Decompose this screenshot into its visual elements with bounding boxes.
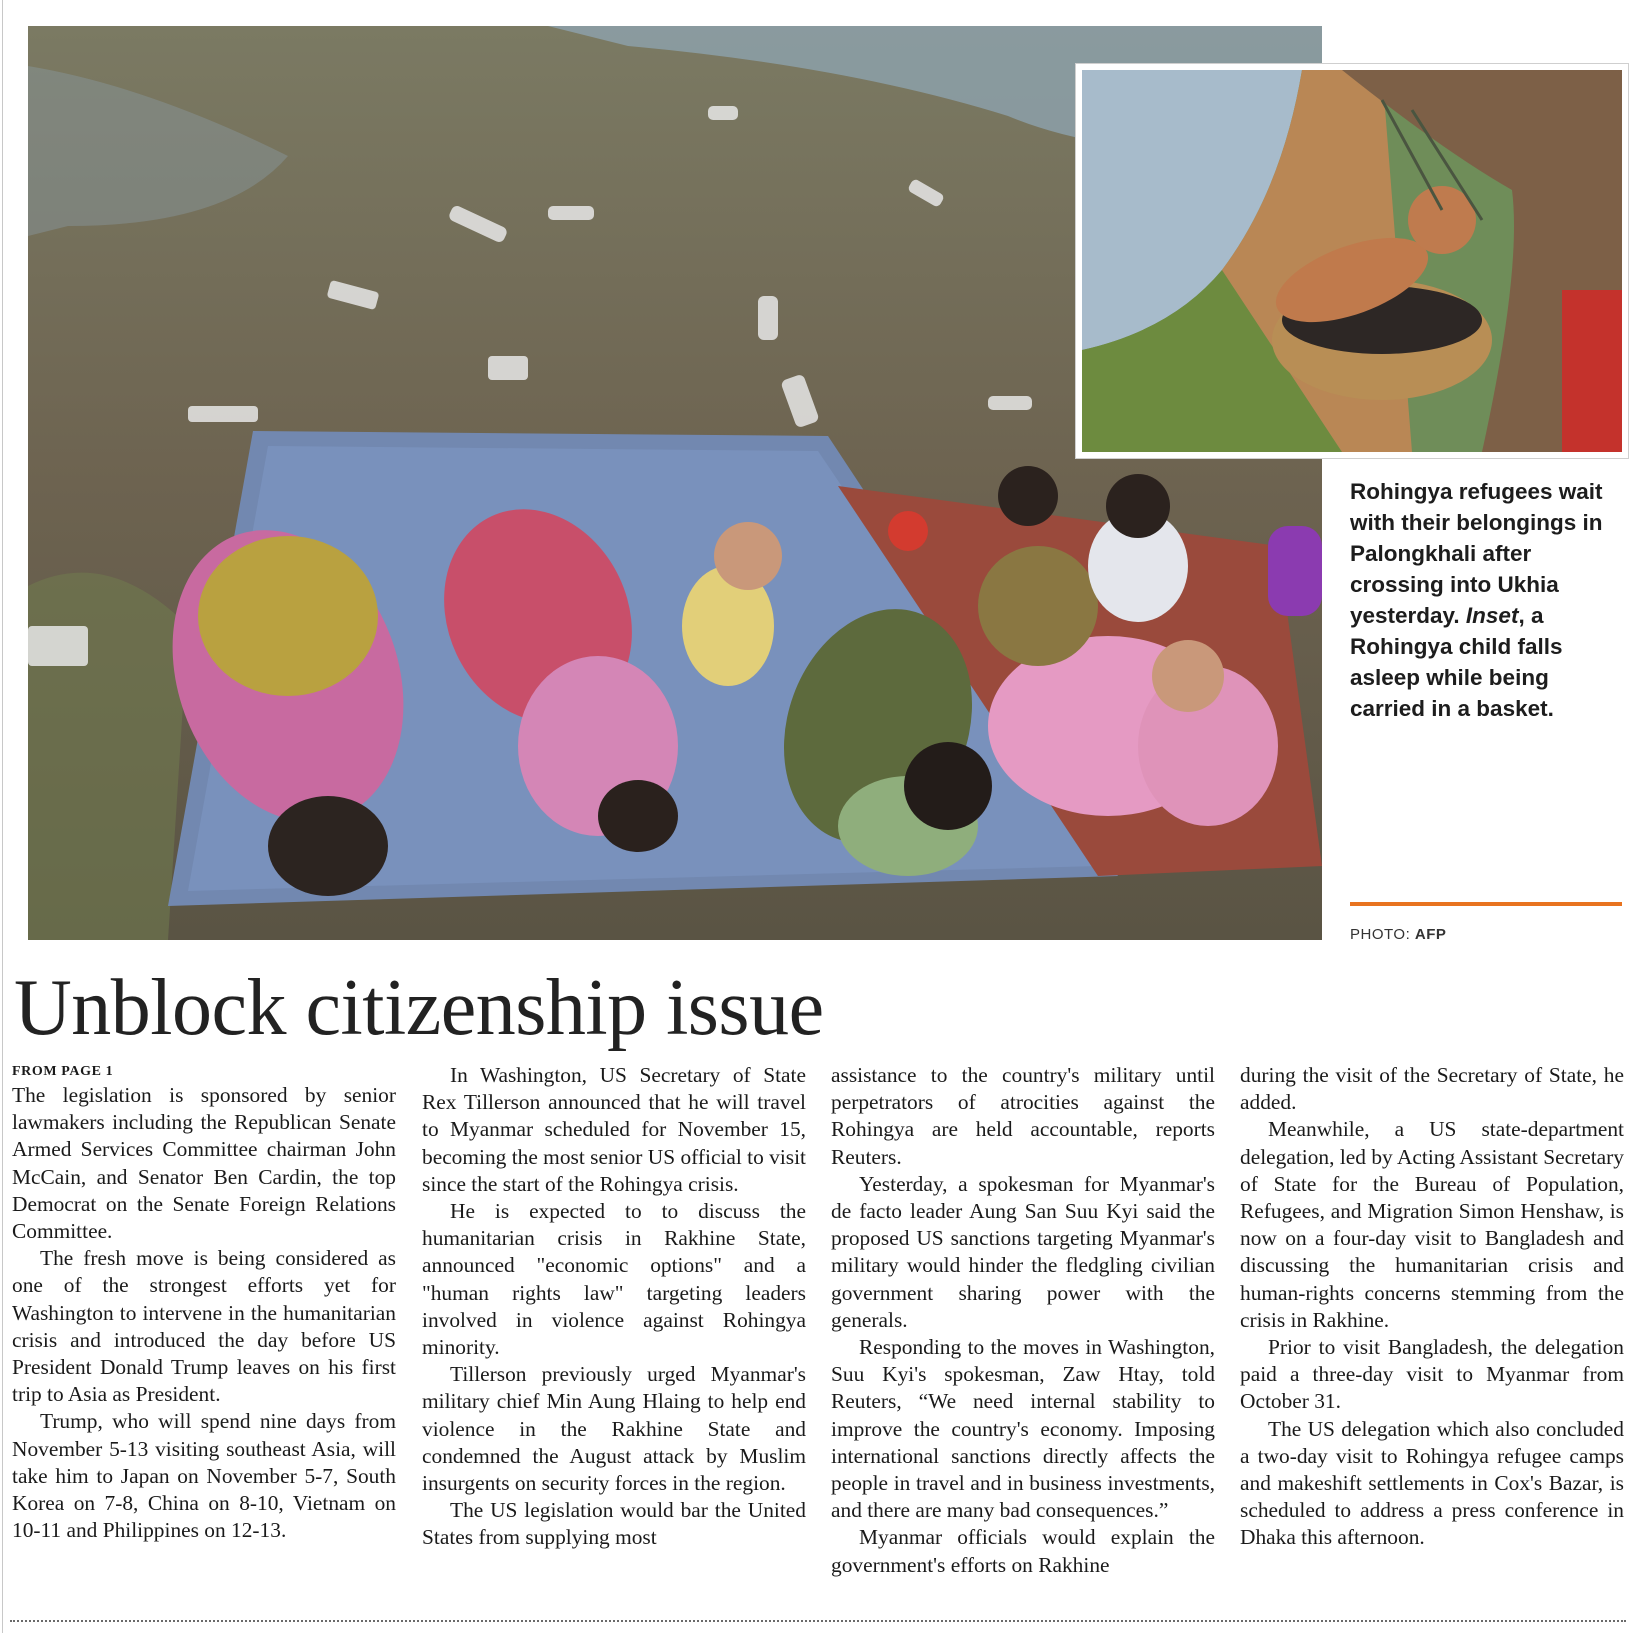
article-column-2 bbox=[422, 1062, 806, 1552]
article-paragraph: Yesterday, a spokesman for Myanmar's de facto leader Aung San Suu Kyi said the proposed US sanctions targeting Myanmar's military would hinder the fledgling civilian government sharing power with the generals. bbox=[831, 1171, 1215, 1332]
page-bottom-dotted-rule bbox=[10, 1620, 1626, 1622]
article-paragraph: In Washington, US Secretary of State Rex Tillerson announced that he will travel to Myanmar scheduled for November 15, becoming the most senior US official to visit since the start of the Rohingya crisis. bbox=[422, 1063, 806, 1196]
article-paragraph: The US legislation would bar the United States from supplying most bbox=[422, 1498, 806, 1550]
page-left-rule bbox=[2, 0, 3, 1633]
article-paragraph: The legislation is sponsored by senior lawmakers including the Republican Senate Armed Services Committee chairman John McCain, and Senator Ben Cardin, the top Democrat on the Senate Foreign Relations Committee. bbox=[12, 1083, 396, 1244]
article-paragraph: Tillerson previously urged Myanmar's military chief Min Aung Hlaing to help end violence in the Rakhine State and condemned the August attack by Muslim insurgents on security forces in the region. bbox=[422, 1362, 806, 1496]
photo-credit-label: PHOTO: bbox=[1350, 926, 1411, 943]
article-headline: Unblock citizenship issue bbox=[14, 964, 824, 1052]
photo-caption bbox=[1350, 476, 1630, 724]
article-paragraph: Myanmar officials would explain the government's efforts on Rakhine bbox=[831, 1525, 1215, 1577]
article-paragraph: Responding to the moves in Washington, Suu Kyi's spokesman, Zaw Htay, told Reuters, “We need internal stability to improve the country's economy. Imposing international sanctions directly affects the people in travel and in business investments, and there are many bad consequences.” bbox=[831, 1335, 1215, 1523]
article-column-1 bbox=[12, 1062, 396, 1544]
inset-photo-child-in-basket bbox=[1076, 64, 1628, 458]
article-paragraph: The fresh move is being considered as one of the strongest efforts yet for Washington to intervene in the humanitarian crisis and introduced the day before US President Donald Trump leaves on his first trip to Asia as President. bbox=[12, 1246, 396, 1407]
article-column-4 bbox=[1240, 1062, 1624, 1552]
article-body bbox=[12, 1062, 1626, 1606]
caption-inset-text: , a Rohingya child falls asleep while being carried in a basket. bbox=[1350, 603, 1563, 721]
photo-credit-source: AFP bbox=[1414, 926, 1447, 943]
article-paragraph: assistance to the country's military until perpetrators of atrocities against the Rohingya are held accountable, reports Reuters. bbox=[831, 1063, 1215, 1169]
caption-inset-word: Inset bbox=[1465, 603, 1519, 628]
caption-main-text: Rohingya refugees wait with their belongings in Palongkhali after crossing into Ukhia yesterday. bbox=[1350, 479, 1603, 628]
article-paragraph: He is expected to to discuss the humanitarian crisis in Rakhine State, announced "economic options" and a "human rights law" targeting leaders involved in violence against Rohingya minority. bbox=[422, 1199, 806, 1360]
article-paragraph: Prior to visit Bangladesh, the delegation paid a three-day visit to Myanmar from October 31. bbox=[1240, 1335, 1624, 1414]
article-paragraph: Meanwhile, a US state-department delegation, led by Acting Assistant Secretary of State for the Bureau of Population, Refugees, and Migration Simon Henshaw, is now on a four-day visit to Bangladesh and discussing the humanitarian crisis and human-rights concerns stemming from the crisis in Rakhine. bbox=[1240, 1117, 1624, 1332]
article-paragraph: during the visit of the Secretary of State, he added. bbox=[1240, 1063, 1624, 1115]
caption-accent-rule bbox=[1350, 902, 1622, 906]
photo-credit bbox=[1350, 926, 1446, 943]
inset-photo-illustration bbox=[1082, 70, 1622, 452]
article-paragraph: The US delegation which also concluded a two-day visit to Rohingya refugee camps and makeshift settlements in Cox's Bazar, is scheduled to address a press conference in Dhaka this afternoon. bbox=[1240, 1416, 1624, 1550]
article-paragraph: Trump, who will spend nine days from November 5-13 visiting southeast Asia, will take him to Japan on November 5-7, South Korea on 7-8, China on 8-10, Vietnam on 10-11 and Philippines on 12-13. bbox=[12, 1409, 396, 1543]
article-column-3 bbox=[831, 1062, 1215, 1579]
article-kicker: FROM PAGE 1 bbox=[12, 1064, 114, 1079]
